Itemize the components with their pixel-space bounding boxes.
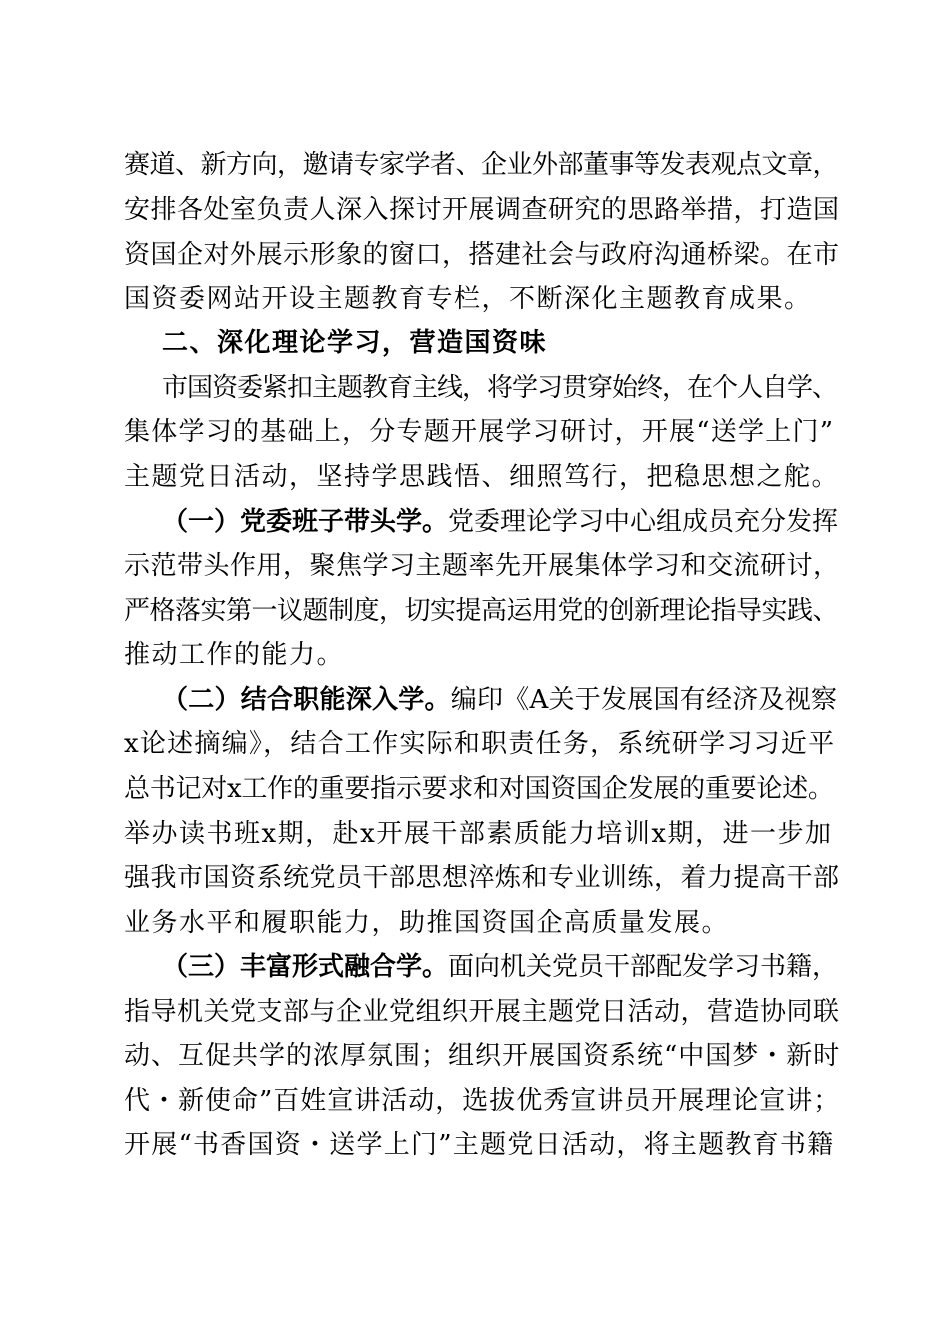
para1-line-1: 赛道、新方向，邀请专家学者、企业外部董事等发表观点文章， [124, 150, 839, 180]
item3-line-1 [162, 952, 838, 982]
item2-title: （二）结合职能深入学。 [162, 685, 451, 715]
para1-line-4: 国资委网站开设主题教育专栏，不断深化主题教育成果。 [124, 284, 812, 314]
section-heading-2: 二、深化理论学习，营造国资味 [162, 328, 548, 358]
item2-line-4: 举办读书班x期，赴x开展干部素质能力培训x期，进一步加 [124, 819, 833, 849]
para2-line-2: 集体学习的基础上，分专题开展学习研讨，开展“送学上门” [124, 417, 835, 447]
item2-line-2: x论述摘编》，结合工作实际和职责任务，系统研学习习近平 [124, 729, 836, 759]
para1-line-2: 安排各处室负责人深入探讨开展调查研究的思路举措，打造国 [124, 195, 840, 225]
item1-line-3: 严格落实第一议题制度，切实提高运用党的创新理论指导实践、 [124, 596, 839, 626]
para2-line-3: 主题党日活动，坚持学思践悟、细照笃行，把稳思想之舵。 [124, 462, 840, 492]
item2-line-3: 总书记对x工作的重要指示要求和对国资国企发展的重要论述。 [124, 774, 834, 804]
item1-line-1 [162, 507, 838, 537]
item2-text-1: 编印《A关于发展国有经济及视察 [450, 685, 838, 715]
item3-line-2: 指导机关党支部与企业党组织开展主题党日活动，营造协同联 [124, 997, 840, 1027]
para2-line-1: 市国资委紧扣主题教育主线，将学习贯穿始终，在个人自学、 [162, 373, 838, 403]
item2-line-1 [162, 685, 837, 715]
para1-line-3: 资国企对外展示形象的窗口，搭建社会与政府沟通桥梁。在市 [124, 240, 840, 270]
item3-line-3: 动、互促共学的浓厚氛围；组织开展国资系统“中国梦・新时 [124, 1041, 841, 1071]
item1-line-4: 推动工作的能力。 [124, 640, 345, 670]
item1-line-2: 示范带头作用，聚焦学习主题率先开展集体学习和交流研讨， [124, 551, 840, 581]
item2-line-5: 强我市国资系统党员干部思想淬炼和专业训练，着力提高干部 [124, 863, 840, 893]
item3-line-4: 代・新使命”百姓宣讲活动，选拔优秀宣讲员开展理论宣讲； [124, 1086, 841, 1116]
item1-title: （一）党委班子带头学。 [162, 507, 449, 537]
item1-text-1: 党委理论学习中心组成员充分发挥 [448, 507, 839, 537]
item2-line-6: 业务水平和履职能力，助推国资国企高质量发展。 [124, 908, 730, 938]
item3-line-5: 开展“书香国资・送学上门”主题党日活动，将主题教育书籍 [124, 1130, 835, 1160]
item3-text-1: 面向机关党员干部配发学习书籍， [448, 952, 839, 982]
item3-title: （三）丰富形式融合学。 [162, 952, 449, 982]
